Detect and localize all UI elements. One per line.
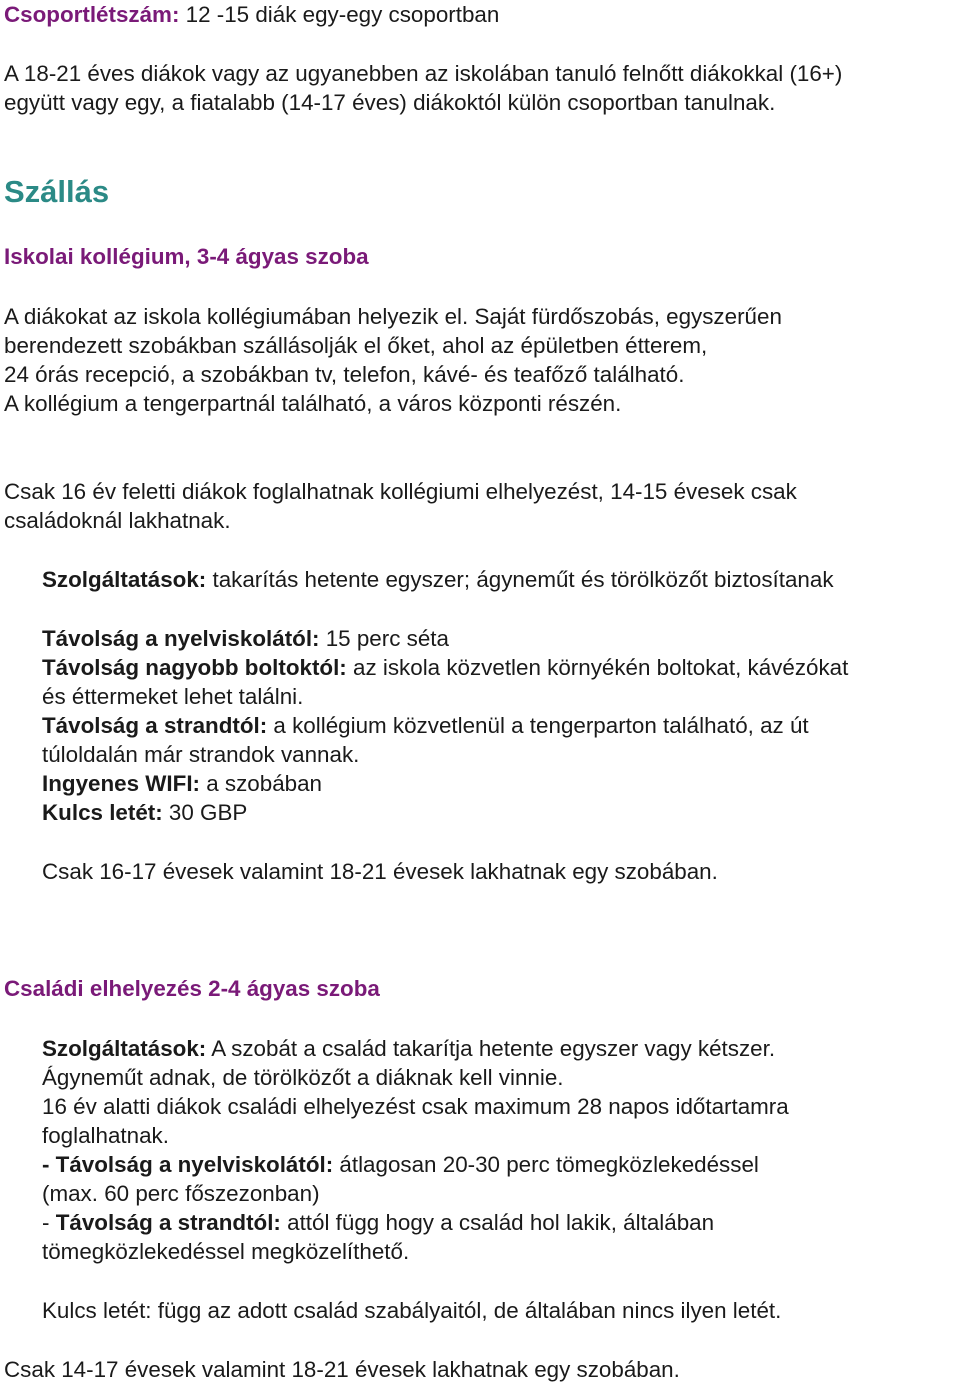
residence-title: Iskolai kollégium, 3-4 ágyas szoba xyxy=(4,244,369,269)
family-services-line xyxy=(42,1034,775,1063)
group-size-label: Csoportlétszám: xyxy=(4,2,180,27)
residence-distance-beach xyxy=(42,711,809,740)
residence-distance-beach-label: Távolság a strandtól: xyxy=(42,713,268,738)
family-line-3: foglalhatnak. xyxy=(42,1123,169,1148)
family-distance-beach-cont: tömegközlekedéssel megközelíthető. xyxy=(42,1239,410,1264)
group-size-value: 12 -15 diák egy-egy csoportban xyxy=(179,2,500,27)
residence-desc-line-1: A diákokat az iskola kollégiumában helyezik el. Saját fürdőszobás, egyszerűen xyxy=(4,304,782,329)
residence-wifi xyxy=(42,769,322,798)
residence-distance-shops-cont: és éttermeket lehet találni. xyxy=(42,684,304,709)
group-intro-line-2: együtt vagy egy, a fiatalabb (14-17 éves) diákoktól külön csoportban tanulnak. xyxy=(4,90,776,115)
residence-wifi-value: a szobában xyxy=(200,771,323,796)
residence-services-label: Szolgáltatások: xyxy=(42,567,207,592)
residence-age-note-1: Csak 16 év feletti diákok foglalhatnak kollégiumi elhelyezést, 14-15 évesek csak xyxy=(4,479,797,504)
family-key-note: Kulcs letét: függ az adott család szabályaitól, de általában nincs ilyen letét. xyxy=(42,1298,782,1323)
family-distance-school-cont: (max. 60 perc főszezonban) xyxy=(42,1181,320,1206)
residence-desc-line-2: berendezett szobákban szállásolják el őket, ahol az épületben étterem, xyxy=(4,333,708,358)
family-distance-beach-prefix: - xyxy=(42,1210,56,1235)
family-room-note: Csak 14-17 évesek valamint 18-21 évesek lakhatnak egy szobában. xyxy=(4,1357,680,1382)
residence-distance-shops xyxy=(42,653,848,682)
family-distance-school-value: átlagosan 20-30 perc tömegközlekedéssel xyxy=(333,1152,759,1177)
residence-services-line xyxy=(42,565,834,594)
residence-distance-school xyxy=(42,624,449,653)
family-services-value: A szobát a család takarítja hetente egyszer vagy kétszer. xyxy=(206,1036,776,1061)
residence-age-note-2: családoknál lakhatnak. xyxy=(4,508,231,533)
family-distance-beach xyxy=(42,1208,714,1237)
family-distance-beach-label: Távolság a strandtól: xyxy=(55,1210,281,1235)
residence-distance-shops-label: Távolság nagyobb boltoktól: xyxy=(42,655,347,680)
residence-distance-school-label: Távolság a nyelviskolától: xyxy=(42,626,320,651)
family-line-1: Ágyneműt adnak, de törölközőt a diáknak kell vinnie. xyxy=(42,1065,564,1090)
family-line-2: 16 év alatti diákok családi elhelyezést csak maximum 28 napos időtartamra xyxy=(42,1094,789,1119)
residence-key-deposit xyxy=(42,798,247,827)
residence-distance-beach-value: a kollégium közvetlenül a tengerparton található, az út xyxy=(267,713,809,738)
family-services-label: Szolgáltatások: xyxy=(42,1036,207,1061)
residence-wifi-label: Ingyenes WIFI: xyxy=(42,771,200,796)
residence-distance-school-value: 15 perc séta xyxy=(319,626,449,651)
family-distance-school-label: - Távolság a nyelviskolától: xyxy=(42,1152,334,1177)
residence-room-note: Csak 16-17 évesek valamint 18-21 évesek lakhatnak egy szobában. xyxy=(42,859,718,884)
group-size-line xyxy=(4,0,499,29)
residence-key-label: Kulcs letét: xyxy=(42,800,163,825)
residence-desc-line-3: 24 órás recepció, a szobákban tv, telefon, kávé- és teafőző található. xyxy=(4,362,685,387)
group-intro-line-1: A 18-21 éves diákok vagy az ugyanebben az iskolában tanuló felnőtt diákokkal (16+) xyxy=(4,61,843,86)
accommodation-heading: Szállás xyxy=(4,174,110,209)
family-distance-beach-value: attól függ hogy a család hol lakik, általában xyxy=(280,1210,715,1235)
family-title: Családi elhelyezés 2-4 ágyas szoba xyxy=(4,976,380,1001)
residence-distance-shops-value: az iskola közvetlen környékén boltokat, kávézókat xyxy=(346,655,849,680)
residence-services-value: takarítás hetente egyszer; ágyneműt és törölközőt biztosítanak xyxy=(206,567,834,592)
residence-distance-beach-cont: túloldalán már strandok vannak. xyxy=(42,742,360,767)
residence-key-value: 30 GBP xyxy=(162,800,248,825)
residence-desc-line-4: A kollégium a tengerpartnál található, a város központi részén. xyxy=(4,391,622,416)
family-distance-school xyxy=(42,1150,759,1179)
